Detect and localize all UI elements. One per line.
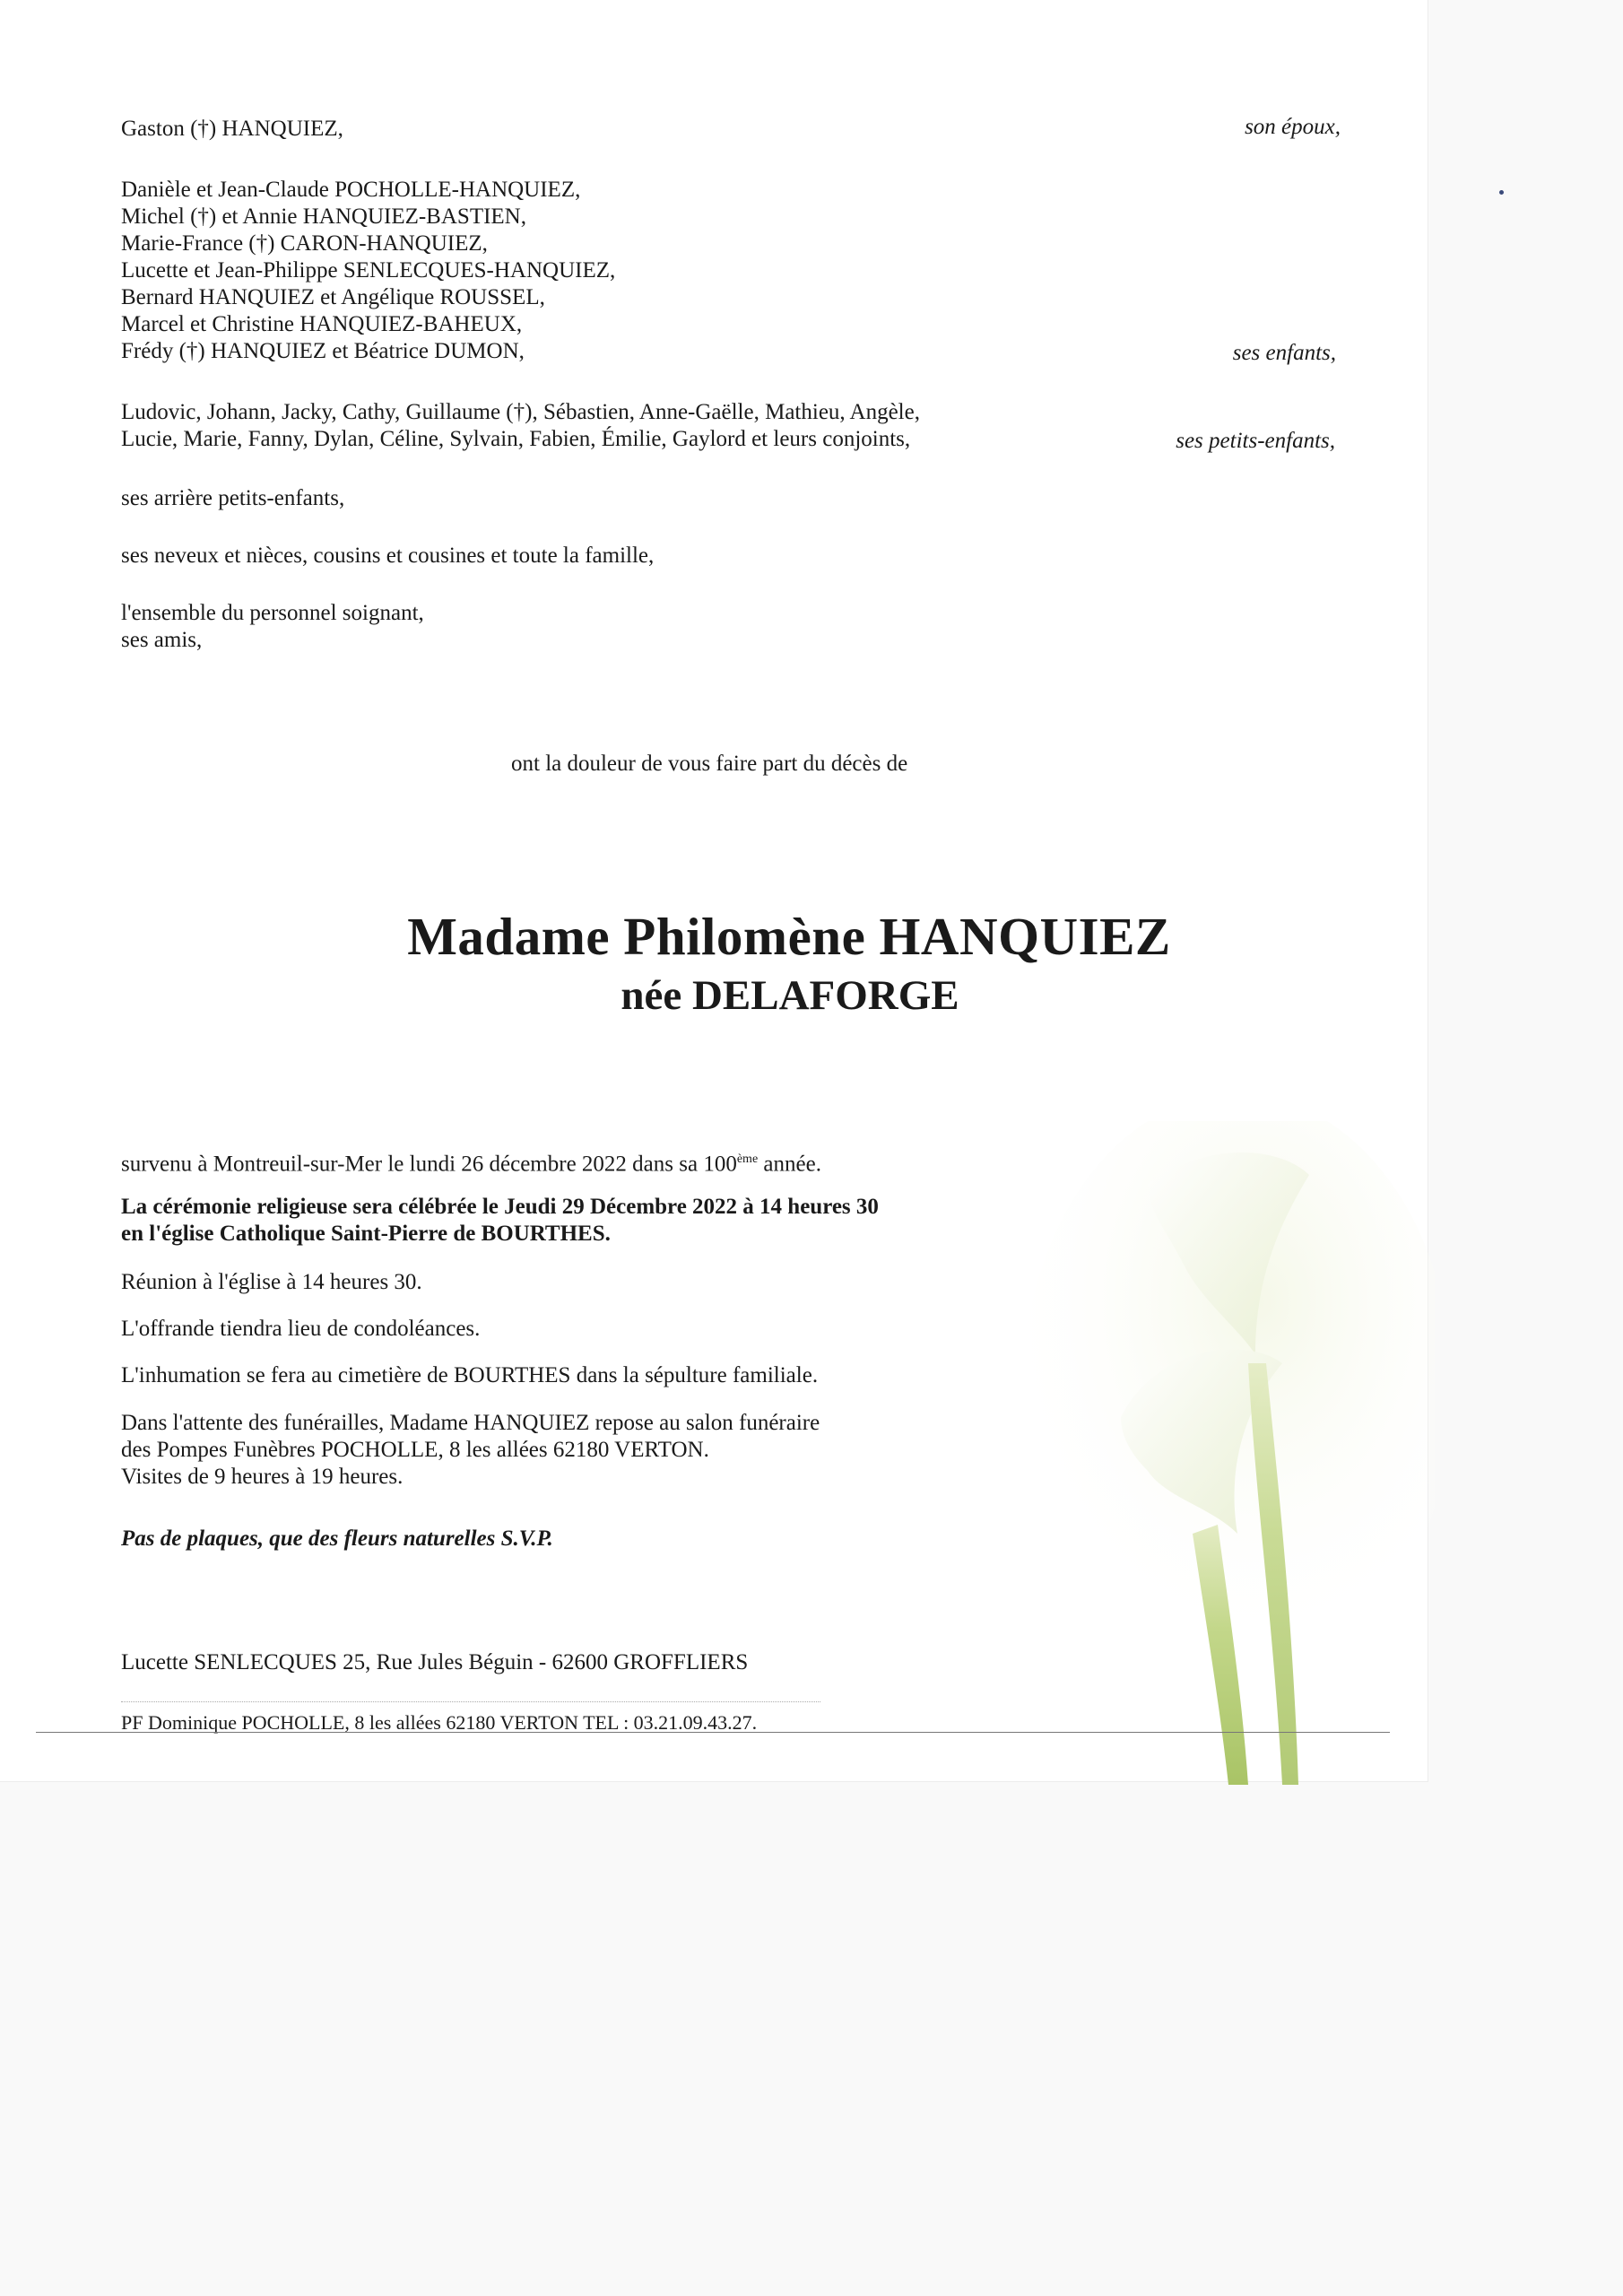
- ceremony-line-2: en l'église Catholique Saint-Pierre de BOURTHES.: [121, 1222, 611, 1246]
- scan-speck: [1499, 190, 1504, 195]
- burial-info: L'inhumation se fera au cimetière de BOURTHES dans la sépulture familiale.: [121, 1363, 819, 1387]
- great-grandchildren: ses arrière petits-enfants,: [121, 486, 345, 510]
- spouse-role: son époux,: [1245, 115, 1341, 139]
- ceremony-line-1: La cérémonie religieuse sera célébrée le Jeudi 29 Décembre 2022 à 14 heures 30: [121, 1195, 879, 1219]
- list-item: Marie-France (†) CARON-HANQUIEZ,: [121, 231, 488, 256]
- deceased-maiden-name: née DELAFORGE: [621, 972, 959, 1019]
- grandchildren-line-2: Lucie, Marie, Fanny, Dylan, Céline, Sylvain, Fabien, Émilie, Gaylord et leurs conjoints,: [121, 427, 911, 451]
- ordinal-suffix: ème: [736, 1152, 759, 1166]
- list-item: Bernard HANQUIEZ et Angélique ROUSSEL,: [121, 285, 545, 309]
- repose-line-3: Visites de 9 heures à 19 heures.: [121, 1465, 404, 1489]
- repose-line-1: Dans l'attente des funérailles, Madame HANQUIEZ repose au salon funéraire: [121, 1411, 820, 1435]
- care-staff: l'ensemble du personnel soignant,: [121, 601, 424, 625]
- footer-divider: [36, 1732, 1390, 1733]
- spouse-name: Gaston (†) HANQUIEZ,: [121, 117, 343, 141]
- children-role: ses enfants,: [1232, 341, 1336, 365]
- death-details-end: année.: [758, 1152, 821, 1177]
- flowers-note: Pas de plaques, que des fleurs naturelles S.V.P.: [121, 1526, 553, 1551]
- death-details-text: survenu à Montreuil-sur-Mer le lundi 26 décembre 2022 dans sa 100: [121, 1152, 737, 1177]
- list-item: Danièle et Jean-Claude POCHOLLE-HANQUIEZ,: [121, 178, 581, 202]
- list-item: Marcel et Christine HANQUIEZ-BAHEUX,: [121, 312, 523, 336]
- list-item: Michel (†) et Annie HANQUIEZ-BASTIEN,: [121, 204, 526, 229]
- meeting-info: Réunion à l'église à 14 heures 30.: [121, 1270, 422, 1294]
- repose-line-2: des Pompes Funèbres POCHOLLE, 8 les allées 62180 VERTON.: [121, 1438, 709, 1462]
- deceased-name: Madame Philomène HANQUIEZ: [407, 907, 1171, 966]
- list-item: Frédy (†) HANQUIEZ et Béatrice DUMON,: [121, 339, 525, 363]
- grandchildren-role: ses petits-enfants,: [1176, 429, 1335, 453]
- footer-dotted-divider: [121, 1701, 820, 1702]
- contact-address: Lucette SENLECQUES 25, Rue Jules Béguin - 62600 GROFFLIERS: [121, 1650, 749, 1674]
- offering-info: L'offrande tiendra lieu de condoléances.: [121, 1317, 481, 1341]
- death-details: [121, 1145, 821, 1178]
- extended-family: ses neveux et nièces, cousins et cousines et toute la famille,: [121, 544, 655, 568]
- funeral-home-footer: PF Dominique POCHOLLE, 8 les allées 62180 VERTON TEL : 03.21.09.43.27.: [121, 1711, 758, 1734]
- grandchildren-line-1: Ludovic, Johann, Jacky, Cathy, Guillaume (†), Sébastien, Anne-Gaëlle, Mathieu, Angèle,: [121, 400, 920, 424]
- friends: ses amis,: [121, 628, 203, 652]
- announcement: ont la douleur de vous faire part du décès de: [511, 752, 908, 776]
- calla-lily-illustration: [1013, 1121, 1435, 1785]
- list-item: Lucette et Jean-Philippe SENLECQUES-HANQUIEZ,: [121, 258, 616, 283]
